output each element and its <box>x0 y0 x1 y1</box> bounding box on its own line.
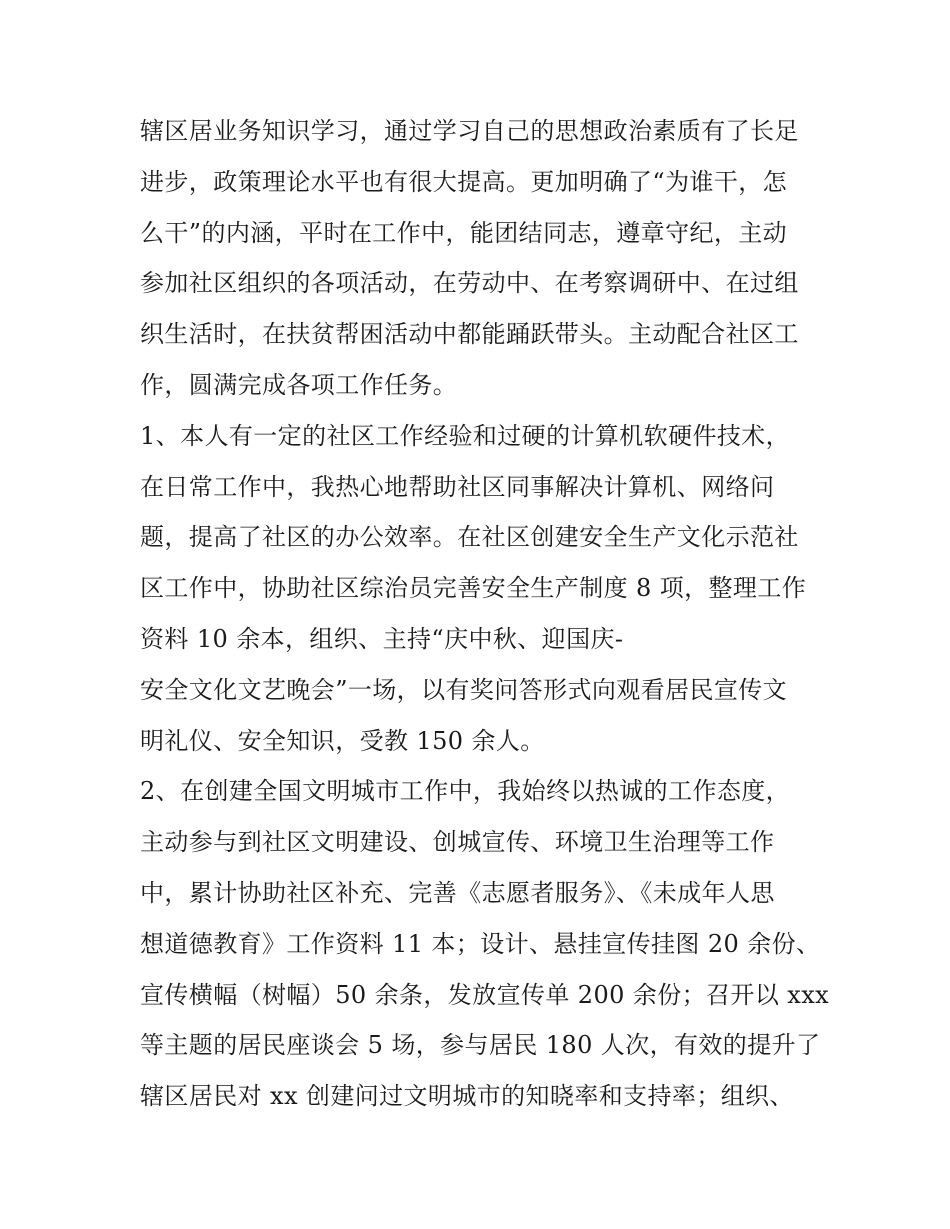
text-line: 作，圆满完成各项工作任务。 <box>140 370 458 399</box>
text-line: 辖区居业务知识学习，通过学习自己的思想政治素质有了长足 <box>140 117 799 145</box>
text-line: 在日常工作中，我热心地帮助社区同事解决计算机、网络问 <box>140 472 775 501</box>
text-line: 1、本人有一定的社区工作经验和过硬的计算机软硬件技术， <box>140 421 791 450</box>
text-line: 安全文化文艺晚会”一场，以有奖问答形式向观看居民宣传文 <box>140 675 788 704</box>
text-line: 中，累计协助社区补充、完善《志愿者服务》、《未成年人思 <box>140 878 775 907</box>
text-line: 宣传横幅（树幅）50 余条，发放宣传单 200 余份；召开以 xxx <box>140 980 830 1009</box>
text-line: 进步，政策理论水平也有很大提高。更加明确了“为谁干，怎 <box>140 167 788 196</box>
text-line: 2、在创建全国文明城市工作中，我始终以热诚的工作态度， <box>140 777 791 806</box>
text-line: 织生活时，在扶贫帮困活动中都能踊跃带头。主动配合社区工 <box>140 320 799 349</box>
body-text <box>140 106 830 1122</box>
text-line: 辖区居民对 xx 创建问过文明城市的知晓率和支持率；组织、 <box>140 1082 794 1111</box>
text-line: 题，提高了社区的办公效率。在社区创建安全生产文化示范社 <box>140 523 799 552</box>
text-line: 资料 10 余本，组织、主持“庆中秋、迎国庆- <box>140 624 624 653</box>
text-line: 区工作中，协助社区综治员完善安全生产制度 8 项，整理工作 <box>140 574 807 603</box>
text-line: 明礼仪、安全知识，受教 150 余人。 <box>140 726 545 755</box>
text-line: 么干”的内涵，平时在工作中，能团结同志，遵章守纪，主动 <box>140 218 788 247</box>
text-line: 等主题的居民座谈会 5 场，参与居民 180 人次，有效的提升了 <box>140 1031 821 1060</box>
text-line: 参加社区组织的各项活动，在劳动中、在考察调研中、在过组 <box>140 269 799 298</box>
text-line: 主动参与到社区文明建设、创城宣传、环境卫生治理等工作 <box>140 828 775 857</box>
text-line: 想道德教育》工作资料 11 本；设计、悬挂宣传挂图 20 余份、 <box>140 929 821 958</box>
